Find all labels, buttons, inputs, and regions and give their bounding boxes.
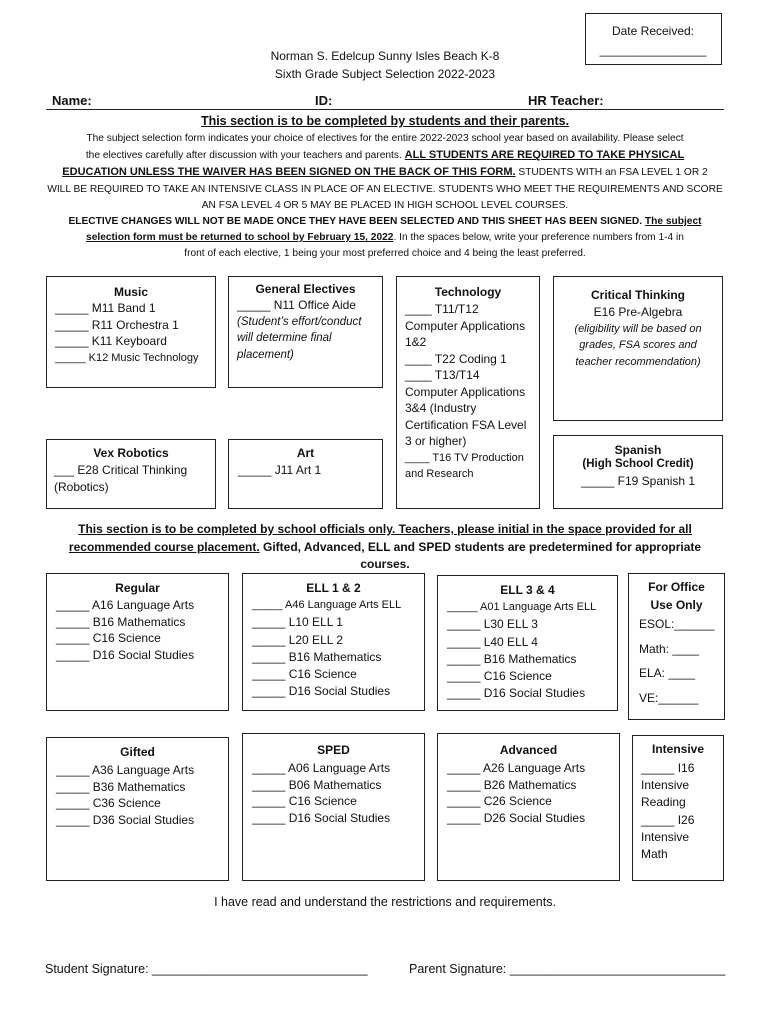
placement-option[interactable]: _____ C16 Science <box>56 631 161 645</box>
elective-option[interactable]: _____ R11 Orchestra 1 <box>55 317 179 332</box>
elective-option[interactable]: ____ T13/T14 <box>405 368 480 382</box>
name-label: Name: <box>52 93 92 108</box>
elective-option-text: 1&2 <box>405 335 427 349</box>
instruction-line: The subject selection form indicates your choice of electives for the entire 2022-2023 school year based on availability. Please select <box>86 133 684 144</box>
elective-note: grades, FSA scores and <box>579 339 697 351</box>
elective-option-text: Certification FSA Level <box>405 417 527 432</box>
elective-option[interactable]: E16 Pre-Algebra <box>593 305 683 319</box>
placement-option[interactable]: _____ I26 <box>641 812 695 827</box>
regular-box <box>46 573 229 711</box>
elective-change-notice: ELECTIVE CHANGES WILL NOT BE MADE ONCE THEY HAVE BEEN SELECTED AND THIS SHEET HAS BEEN SIGNED. <box>68 216 643 228</box>
instruction-line: WILL BE REQUIRED TO TAKE AN INTENSIVE CLASS IN PLACE OF AN ELECTIVE. STUDENTS WHO MEET THE REQUIREMENTS AND SCORE <box>47 183 723 195</box>
placement-option[interactable]: _____ B26 Mathematics <box>447 777 577 792</box>
placement-option[interactable]: _____ B06 Mathematics <box>252 777 382 792</box>
elective-option[interactable]: _____ F19 Spanish 1 <box>580 474 696 488</box>
return-deadline: The subject <box>644 216 702 228</box>
placement-option[interactable]: _____ C36 Science <box>56 796 161 810</box>
elective-option[interactable]: _____ K12 Music Technology <box>55 351 199 364</box>
instruction-line: the electives carefully after discussion with your teachers and parents. <box>85 150 402 162</box>
pe-requirement: ALL STUDENTS ARE REQUIRED TO TAKE PHYSICAL <box>404 149 685 162</box>
technology-title: Technology <box>434 285 502 299</box>
art-title: Art <box>296 446 315 460</box>
elective-option[interactable]: ___ E28 Critical Thinking <box>54 463 188 477</box>
id-label: ID: <box>315 93 333 108</box>
critical-thinking-box <box>553 276 723 421</box>
elective-option-text: Computer Applications <box>405 318 526 333</box>
technology-box <box>396 276 540 509</box>
elective-note: teacher recommendation) <box>575 355 701 368</box>
placement-option[interactable]: _____ D16 Social Studies <box>252 684 391 699</box>
elective-option-text: Computer Applications <box>405 384 526 399</box>
instruction-line: . In the spaces below, write your preference numbers from 1-4 in <box>393 232 684 244</box>
spanish-title: Spanish <box>614 443 662 457</box>
vex-robotics-box <box>46 439 216 509</box>
music-box <box>46 276 216 388</box>
section2-note: courses. <box>360 557 410 571</box>
placement-option[interactable]: _____ B16 Mathematics <box>447 651 577 666</box>
office-use-title: Use Only <box>650 597 703 612</box>
instruction-line: STUDENTS WITH an FSA LEVEL 1 OR 2 <box>518 167 708 179</box>
ell-1-2-title: ELL 1 & 2 <box>306 581 361 595</box>
elective-note: (eligibility will be based on <box>574 322 702 335</box>
elective-option[interactable]: ____ T16 TV Production <box>405 451 524 464</box>
math-field[interactable]: Math: ____ <box>639 641 700 656</box>
music-title: Music <box>113 285 148 299</box>
date-received-field[interactable]: ________________ <box>599 43 707 57</box>
sped-box <box>242 733 425 881</box>
placement-option[interactable]: _____ A06 Language Arts <box>252 761 391 775</box>
placement-option[interactable]: _____ I16 <box>641 761 695 775</box>
acknowledgement-text: I have read and understand the restrictions and requirements. <box>214 895 556 909</box>
advanced-title: Advanced <box>499 743 558 757</box>
critical-thinking-title: Critical Thinking <box>590 288 685 302</box>
spanish-credit-note: (High School Credit) <box>582 458 694 470</box>
gifted-title: Gifted <box>120 745 155 759</box>
section2-note: Gifted, Advanced, ELL and SPED students are predetermined for appropriate <box>259 539 702 554</box>
placement-option[interactable]: _____ C16 Science <box>252 794 357 808</box>
elective-option[interactable]: _____ K11 Keyboard <box>55 334 167 348</box>
placement-option[interactable]: _____ L30 ELL 3 <box>447 617 538 632</box>
placement-option[interactable]: _____ B16 Mathematics <box>56 614 186 629</box>
office-use-title: For Office <box>648 580 705 594</box>
placement-option-text: Intensive <box>641 829 690 844</box>
elective-option[interactable]: _____ M11 Band 1 <box>55 301 156 315</box>
form-title: Sixth Grade Subject Selection 2022-2023 <box>274 66 496 81</box>
placement-option[interactable]: _____ C16 Science <box>447 669 552 684</box>
sped-title: SPED <box>317 743 350 757</box>
placement-option[interactable]: _____ A26 Language Arts <box>447 761 586 775</box>
vex-robotics-title: Vex Robotics <box>93 446 169 460</box>
elective-option[interactable]: _____ J11 Art 1 <box>238 463 322 477</box>
placement-option[interactable]: _____ L10 ELL 1 <box>252 615 343 630</box>
placement-option[interactable]: _____ A01 Language Arts ELL <box>447 601 597 613</box>
ell-3-4-box <box>437 575 618 711</box>
placement-option-text: Math <box>641 847 668 862</box>
section1-heading: This section is to be completed by students and their parents. <box>200 114 570 128</box>
date-received-label: Date Received: <box>611 24 695 38</box>
placement-option[interactable]: _____ D16 Social Studies <box>447 686 586 701</box>
elective-option[interactable]: _____ N11 Office Aide <box>237 298 356 312</box>
ell-3-4-title: ELL 3 & 4 <box>500 583 555 597</box>
placement-option[interactable]: _____ D16 Social Studies <box>252 810 391 825</box>
name-underline <box>46 109 724 110</box>
placement-option[interactable]: _____ B36 Mathematics <box>56 779 186 794</box>
office-use-box <box>628 573 725 720</box>
placement-option[interactable]: _____ L40 ELL 4 <box>447 634 538 649</box>
elective-option-text: 3&4 (Industry <box>405 401 477 415</box>
elective-option-text: and Research <box>405 468 474 480</box>
elective-note: (Student’s effort/conduct <box>237 315 362 328</box>
instruction-line: AN FSA LEVEL 4 OR 5 MAY BE PLACED IN HIGH SCHOOL LEVEL COURSES. <box>201 199 569 211</box>
school-name: Norman S. Edelcup Sunny Isles Beach K-8 <box>270 49 500 63</box>
pe-requirement: EDUCATION UNLESS THE WAIVER HAS BEEN SIGNED ON THE BACK OF THIS FORM. <box>62 166 516 179</box>
elective-note: placement) <box>237 348 294 361</box>
elective-option[interactable]: ____ T11/T12 <box>405 302 479 316</box>
gifted-box <box>46 737 229 881</box>
esol-field[interactable]: ESOL:______ <box>639 617 715 631</box>
placement-option[interactable]: _____ D26 Social Studies <box>447 810 586 825</box>
general-electives-title: General Electives <box>255 282 356 296</box>
placement-option[interactable]: _____ A36 Language Arts <box>56 763 195 777</box>
placement-option[interactable]: _____ A46 Language Arts ELL <box>252 599 402 611</box>
placement-option[interactable]: _____ D36 Social Studies <box>56 812 195 827</box>
intensive-box <box>632 735 724 881</box>
hr-teacher-label: HR Teacher: <box>528 93 604 108</box>
student-signature-field[interactable]: Student Signature: _______________________________ <box>45 962 368 976</box>
parent-signature-field[interactable]: Parent Signature: _______________________________ <box>409 962 726 976</box>
placement-option[interactable]: _____ C16 Science <box>252 667 357 682</box>
elective-option-text: 3 or higher) <box>405 434 467 448</box>
intensive-title: Intensive <box>651 742 705 756</box>
ve-field[interactable]: VE:______ <box>639 690 699 705</box>
placement-option[interactable]: _____ L20 ELL 2 <box>252 632 343 647</box>
spanish-box <box>553 435 723 509</box>
elective-option-text: (Robotics) <box>54 479 109 494</box>
placement-option[interactable]: _____ A16 Language Arts <box>56 598 195 612</box>
regular-title: Regular <box>115 581 160 595</box>
placement-option[interactable]: _____ C26 Science <box>447 794 552 808</box>
date-received-box <box>585 13 722 65</box>
placement-option-text: Reading <box>641 795 686 810</box>
placement-option-text: Intensive <box>641 778 690 793</box>
placement-option[interactable]: _____ B16 Mathematics <box>252 649 382 664</box>
elective-option[interactable]: ____ T22 Coding 1 <box>405 351 507 366</box>
section2-heading: recommended course placement. <box>68 539 260 554</box>
placement-option[interactable]: _____ D16 Social Studies <box>56 647 195 662</box>
advanced-box <box>437 733 620 881</box>
return-deadline: selection form must be returned to school by February 15, 2022 <box>86 232 394 244</box>
instruction-line: front of each elective, 1 being your most preferred choice and 4 being the least preferred. <box>184 248 586 260</box>
art-box <box>228 439 383 509</box>
elective-note: will determine final <box>237 332 332 344</box>
general-electives-box <box>228 276 383 388</box>
section2-heading: This section is to be completed by school officials only. Teachers, please initial in the space provided for all <box>78 522 692 536</box>
ela-field[interactable]: ELA: ____ <box>639 666 696 680</box>
ell-1-2-box <box>242 573 425 711</box>
